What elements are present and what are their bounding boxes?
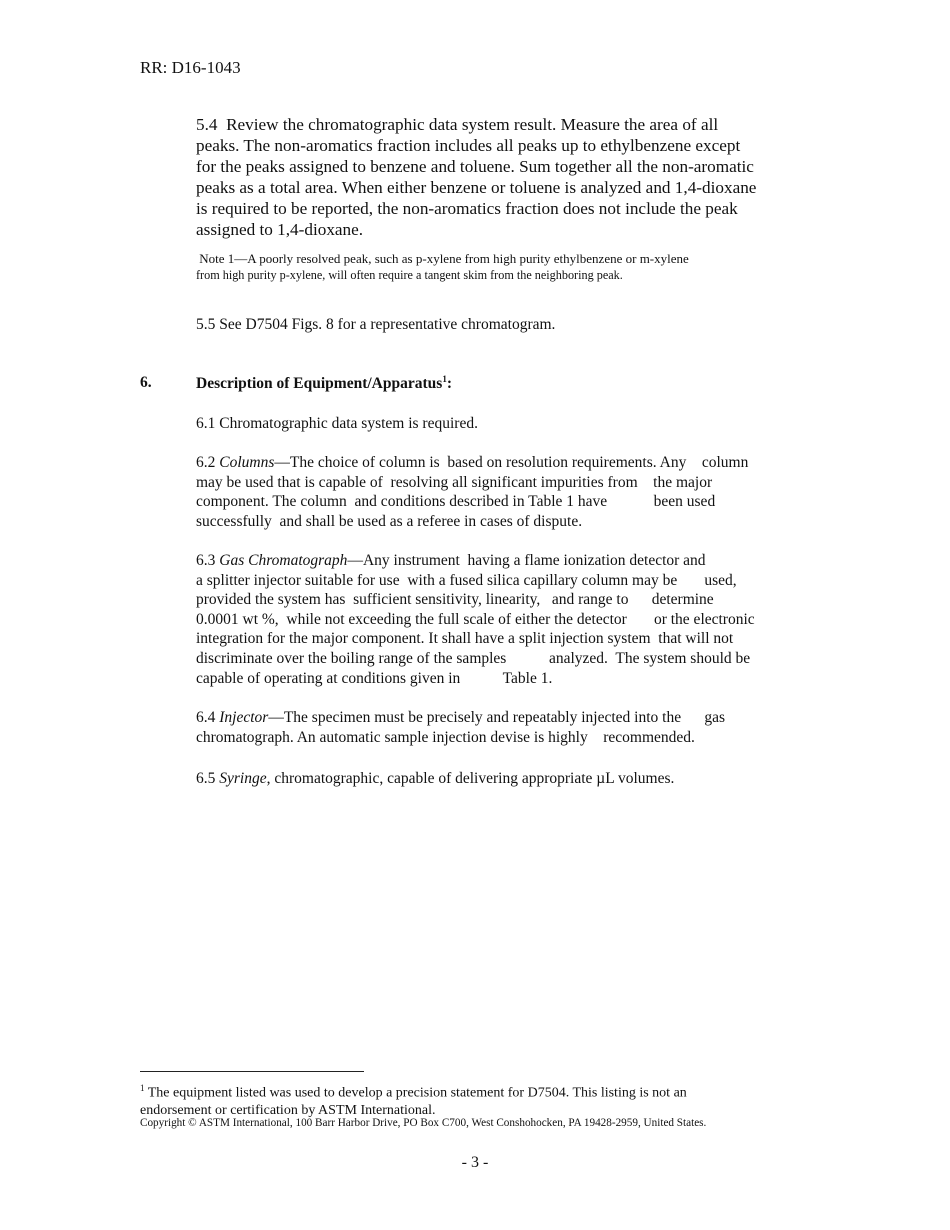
section-title-text: Description of Equipment/Apparatus [196,375,443,393]
paragraph-6-3 [196,551,811,688]
paragraph-number: 6.3 [196,552,220,569]
footnote-ref[interactable]: 1 [442,374,447,384]
footnote-line: endorsement or certification by ASTM International. [140,1102,436,1118]
paragraph-number: 6.4 [196,709,220,726]
paragraph-line: successfully and shall be used as a referee in cases of dispute. [196,512,583,530]
paragraph-line [196,769,811,789]
term-columns: Columns [219,454,275,471]
paragraph-line: 5.4 Review the chromatographic data system result. Measure the area of all [196,115,719,134]
footnote-divider [140,1071,364,1072]
paragraph-text: —The choice of column is based on resolution requirements. Any column [274,454,749,471]
paragraph-line: integration for the major component. It shall have a split injection system that will not [196,630,734,648]
footnote-1 [140,1080,820,1119]
paragraph-number: 6.2 [196,454,220,471]
paragraph-6-1: 6.1 Chromatographic data system is required. [196,415,478,432]
note-line: Note 1—A poorly resolved peak, such as p-xylene from high purity ethylbenzene or m-xylene [196,251,689,266]
paragraph-line: assigned to 1,4-dioxane. [196,220,364,239]
paragraph-line: 0.0001 wt %, while not exceeding the full scale of either the detector or the electronic [196,610,755,628]
paragraph-line: chromatograph. An automatic sample injection devise is highly recommended. [196,728,695,746]
paragraph-line: peaks. The non-aromatics fraction includes all peaks up to ethylbenzene except [196,136,741,155]
paragraph-line: a splitter injector suitable for use with a fused silica capillary column may be used, [196,571,737,589]
note-line: from high purity p-xylene, will often require a tangent skim from the neighboring peak. [196,268,623,282]
section-title [196,374,452,393]
paragraph-text: —Any instrument having a flame ionization detector and [347,552,706,569]
paragraph-line [196,453,811,473]
paragraph-6-2 [196,453,811,531]
footnote-line [140,1080,820,1102]
term-syringe: Syringe [219,770,267,787]
paragraph-line: discriminate over the boiling range of the samples analyzed. The system should be [196,649,751,667]
paragraph-text: , chromatographic, capable of delivering appropriate µL volumes. [266,770,675,787]
copyright-notice: Copyright © ASTM International, 100 Barr Harbor Drive, PO Box C700, West Conshohocken, PA 19428-2959, United States. [140,1117,707,1129]
paragraph-line: for the peaks assigned to benzene and toluene. Sum together all the non-aromatic [196,157,754,176]
paragraph-line: may be used that is capable of resolving all significant impurities from the major [196,473,713,491]
page-number: - 3 - [461,1154,489,1171]
term-gas-chromatograph: Gas Chromatograph [219,552,348,569]
paragraph-6-4 [196,708,811,747]
section-number: 6. [140,374,152,391]
term-injector: Injector [219,709,269,726]
paragraph-5-5: 5.5 See D7504 Figs. 8 for a representative chromatogram. [196,316,556,333]
paragraph-line: capable of operating at conditions given in Table 1. [196,669,553,687]
paragraph-6-5 [196,769,811,789]
section-title-colon: : [446,375,452,393]
paragraph-text: —The specimen must be precisely and repeatably injected into the gas [268,709,725,726]
report-id-header: RR: D16-1043 [140,58,241,77]
paragraph-line: is required to be reported, the non-aromatics fraction does not include the peak [196,199,738,218]
paragraph-line [196,551,811,571]
note-1 [196,250,811,284]
footnote-text: The equipment listed was used to develop a precision statement for D7504. This listing is not an [144,1085,687,1101]
paragraph-line: provided the system has sufficient sensitivity, linearity, and range to determine [196,591,714,609]
footnote-marker: 1 [140,1083,145,1093]
paragraph-line: component. The column and conditions described in Table 1 have been used [196,493,716,511]
paragraph-line: peaks as a total area. When either benzene or toluene is analyzed and 1,4-dioxane [196,178,757,197]
paragraph-line [196,708,811,728]
paragraph-number: 6.5 [196,770,220,787]
paragraph-5-4 [196,114,808,240]
